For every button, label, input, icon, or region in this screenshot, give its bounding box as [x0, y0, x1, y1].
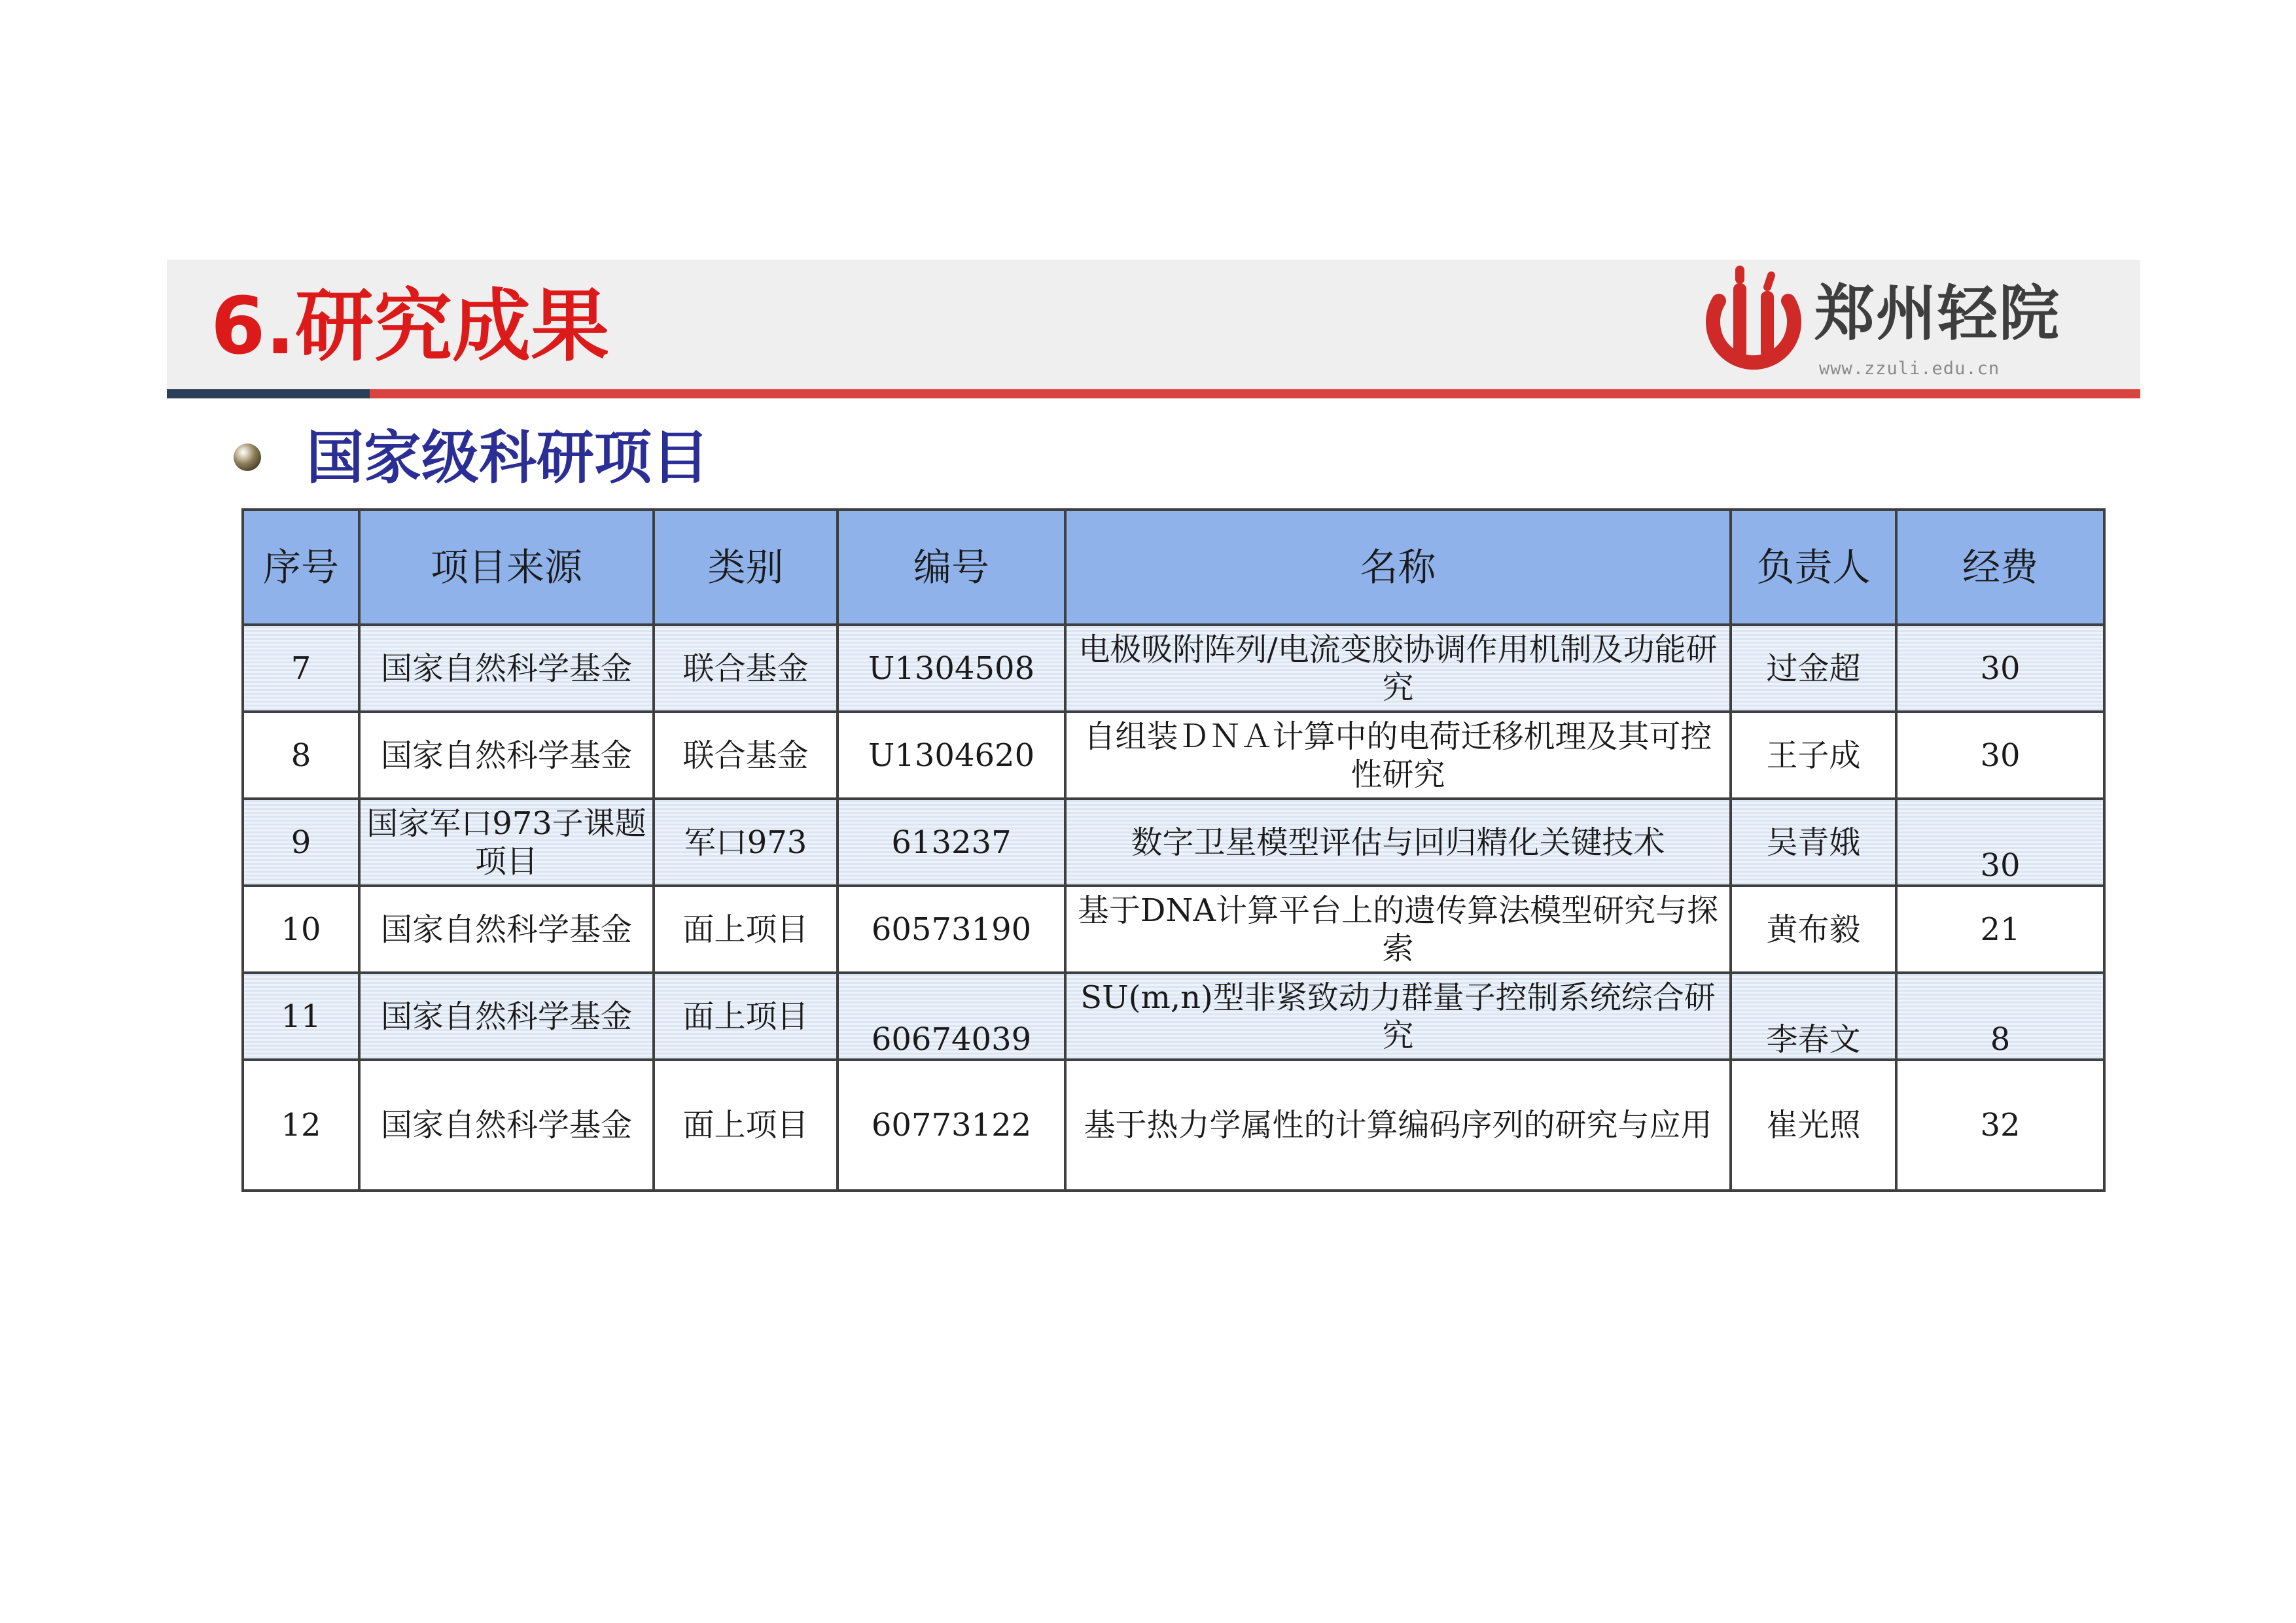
cell-code: 60773122: [838, 1060, 1065, 1191]
cell-source: 国家自然科学基金: [359, 712, 654, 799]
cell-no: 12: [243, 1060, 359, 1191]
cell-category: 联合基金: [654, 712, 838, 799]
column-header: 名称: [1065, 510, 1731, 625]
cell-code: U1304508: [838, 625, 1065, 712]
cell-source: 国家自然科学基金: [359, 625, 654, 712]
cell-name: 数字卫星模型评估与回归精化关键技术: [1065, 799, 1731, 886]
cell-funding: 30: [1896, 799, 2104, 886]
cell-no: 8: [243, 712, 359, 799]
projects-table: [241, 508, 2106, 1192]
cell-code: 60573190: [838, 886, 1065, 973]
table-row: [243, 886, 2104, 973]
cell-no: 10: [243, 886, 359, 973]
cell-name: 基于热力学属性的计算编码序列的研究与应用: [1065, 1060, 1731, 1191]
column-header: 项目来源: [359, 510, 654, 625]
column-header: 负责人: [1731, 510, 1896, 625]
cell-leader: 黄布毅: [1731, 886, 1896, 973]
cell-category: 面上项目: [654, 886, 838, 973]
cell-name: 电极吸附阵列/电流变胶协调作用机制及功能研究: [1065, 625, 1731, 712]
cell-leader: 过金超: [1731, 625, 1896, 712]
column-header: 编号: [838, 510, 1065, 625]
logo-name: 郑州轻院: [1814, 279, 2061, 349]
cell-no: 7: [243, 625, 359, 712]
table-row: [243, 625, 2104, 712]
cell-no: 9: [243, 799, 359, 886]
cell-category: 军口973: [654, 799, 838, 886]
cell-name: 基于DNA计算平台上的遗传算法模型研究与探索: [1065, 886, 1731, 973]
section-title: 国家级科研项目: [306, 424, 710, 491]
page-title: 6.研究成果: [211, 281, 610, 372]
university-logo: [1698, 265, 2064, 389]
column-header: 经费: [1896, 510, 2104, 625]
table-row: [243, 973, 2104, 1060]
cell-category: 联合基金: [654, 625, 838, 712]
column-header: 序号: [243, 510, 359, 625]
title-rule-dark: [167, 389, 370, 398]
cell-leader: 吴青娥: [1731, 799, 1896, 886]
cell-source: 国家军口973子课题项目: [359, 799, 654, 886]
cell-name: SU(m,n)型非紧致动力群量子控制系统综合研究: [1065, 973, 1731, 1060]
cell-code: 60674039: [838, 973, 1065, 1060]
table-row: [243, 1060, 2104, 1191]
cell-name: 自组装ＤＮＡ计算中的电荷迁移机理及其可控性研究: [1065, 712, 1731, 799]
cell-funding: 30: [1896, 712, 2104, 799]
cell-category: 面上项目: [654, 1060, 838, 1191]
cell-source: 国家自然科学基金: [359, 1060, 654, 1191]
table-header-row: [243, 510, 2104, 625]
table-row: [243, 712, 2104, 799]
bullet-icon: [234, 444, 261, 471]
university-emblem-icon: [1698, 265, 1809, 389]
cell-funding: 30: [1896, 625, 2104, 712]
title-rule-red: [370, 389, 2140, 398]
cell-funding: 21: [1896, 886, 2104, 973]
cell-code: U1304620: [838, 712, 1065, 799]
cell-leader: 李春文: [1731, 973, 1896, 1060]
table-row: [243, 799, 2104, 886]
cell-funding: 8: [1896, 973, 2104, 1060]
column-header: 类别: [654, 510, 838, 625]
cell-no: 11: [243, 973, 359, 1060]
cell-source: 国家自然科学基金: [359, 886, 654, 973]
cell-source: 国家自然科学基金: [359, 973, 654, 1060]
cell-category: 面上项目: [654, 973, 838, 1060]
logo-url: www.zzuli.edu.cn: [1819, 358, 2000, 379]
cell-code: 613237: [838, 799, 1065, 886]
cell-leader: 王子成: [1731, 712, 1896, 799]
cell-funding: 32: [1896, 1060, 2104, 1191]
cell-leader: 崔光照: [1731, 1060, 1896, 1191]
